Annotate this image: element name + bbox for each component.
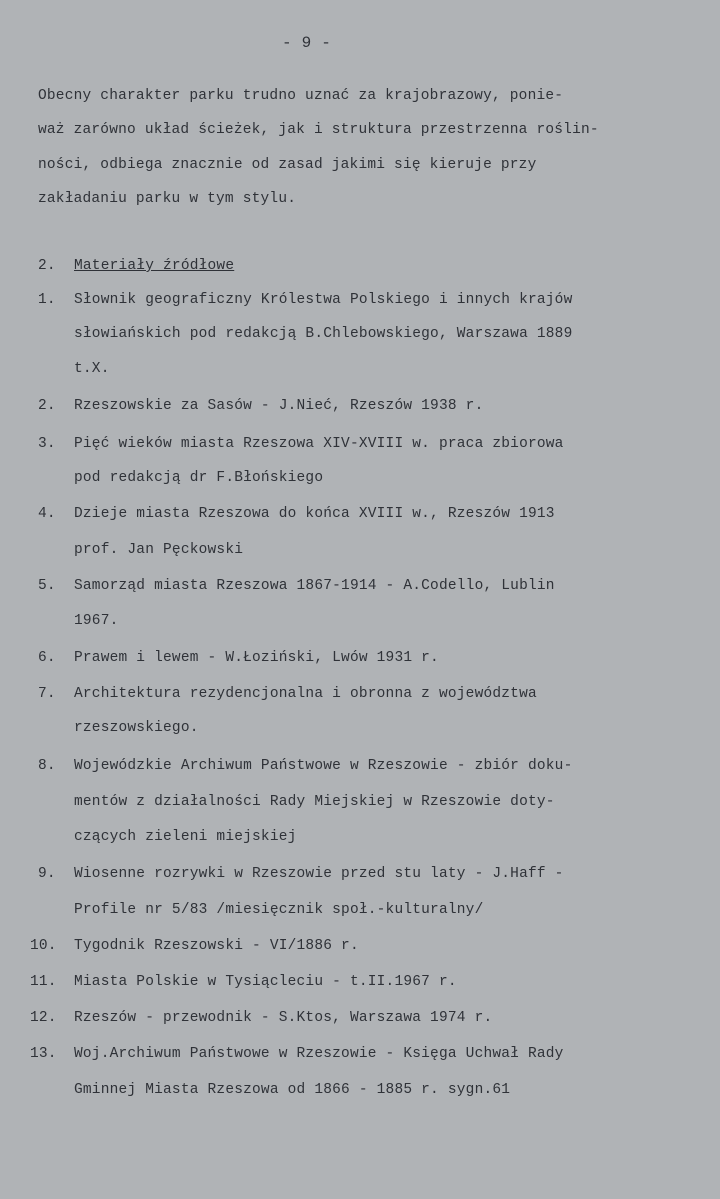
source-line: Woj.Archiwum Państwowe w Rzeszowie - Księga Uchwał Rady	[74, 1046, 564, 1062]
source-line: Rzeszowskie za Sasów - J.Nieć, Rzeszów 1938 r.	[74, 398, 484, 414]
source-number: 3.	[38, 436, 56, 452]
source-line: Architektura rezydencjonalna i obronna z województwa	[74, 686, 537, 702]
source-line: Profile nr 5/83 /miesięcznik społ.-kulturalny/	[74, 902, 484, 918]
source-line: 1967.	[74, 613, 119, 629]
intro-line: Obecny charakter parku trudno uznać za krajobrazowy, ponie-	[38, 88, 564, 104]
source-number: 6.	[38, 650, 56, 666]
intro-line: waż zarówno układ ścieżek, jak i struktura przestrzenna roślin-	[38, 122, 599, 138]
source-number: 10.	[30, 938, 57, 954]
source-number: 13.	[30, 1046, 57, 1062]
source-line: Rzeszów - przewodnik - S.Ktos, Warszawa 1974 r.	[74, 1010, 493, 1026]
source-number: 5.	[38, 578, 56, 594]
source-line: Prawem i lewem - W.Łoziński, Lwów 1931 r.	[74, 650, 439, 666]
source-line: Tygodnik Rzeszowski - VI/1886 r.	[74, 938, 359, 954]
source-line: Samorząd miasta Rzeszowa 1867-1914 - A.Codello, Lublin	[74, 578, 555, 594]
page-number: - 9 -	[282, 34, 332, 52]
source-line: Miasta Polskie w Tysiącleciu - t.II.1967 r.	[74, 974, 457, 990]
source-number: 7.	[38, 686, 56, 702]
source-line: Wojewódzkie Archiwum Państwowe w Rzeszowie - zbiór doku-	[74, 758, 573, 774]
intro-line: ności, odbiega znacznie od zasad jakimi się kieruje przy	[38, 157, 537, 173]
source-line: t.X.	[74, 361, 110, 377]
source-number: 4.	[38, 506, 56, 522]
source-line: Dzieje miasta Rzeszowa do końca XVIII w., Rzeszów 1913	[74, 506, 555, 522]
source-number: 11.	[30, 974, 57, 990]
source-line: Pięć wieków miasta Rzeszowa XIV-XVIII w. praca zbiorowa	[74, 436, 564, 452]
source-line: Wiosenne rozrywki w Rzeszowie przed stu laty - J.Haff -	[74, 866, 564, 882]
source-number: 12.	[30, 1010, 57, 1026]
source-line: prof. Jan Pęckowski	[74, 542, 244, 558]
intro-line: zakładaniu parku w tym stylu.	[38, 191, 297, 207]
source-number: 8.	[38, 758, 56, 774]
source-number: 1.	[38, 292, 56, 308]
source-line: mentów z działalności Rady Miejskiej w Rzeszowie doty-	[74, 794, 555, 810]
source-line: Gminnej Miasta Rzeszowa od 1866 - 1885 r. sygn.61	[74, 1082, 511, 1098]
source-number: 9.	[38, 866, 56, 882]
section-number: 2.	[38, 258, 56, 274]
source-line: czących zieleni miejskiej	[74, 829, 297, 845]
source-line: rzeszowskiego.	[74, 720, 199, 736]
source-number: 2.	[38, 398, 56, 414]
section-title: Materiały źródłowe	[74, 258, 235, 274]
source-line: słowiańskich pod redakcją B.Chlebowskiego, Warszawa 1889	[74, 326, 573, 342]
source-line: Słownik geograficzny Królestwa Polskiego i innych krajów	[74, 292, 573, 308]
source-line: pod redakcją dr F.Błońskiego	[74, 470, 324, 486]
